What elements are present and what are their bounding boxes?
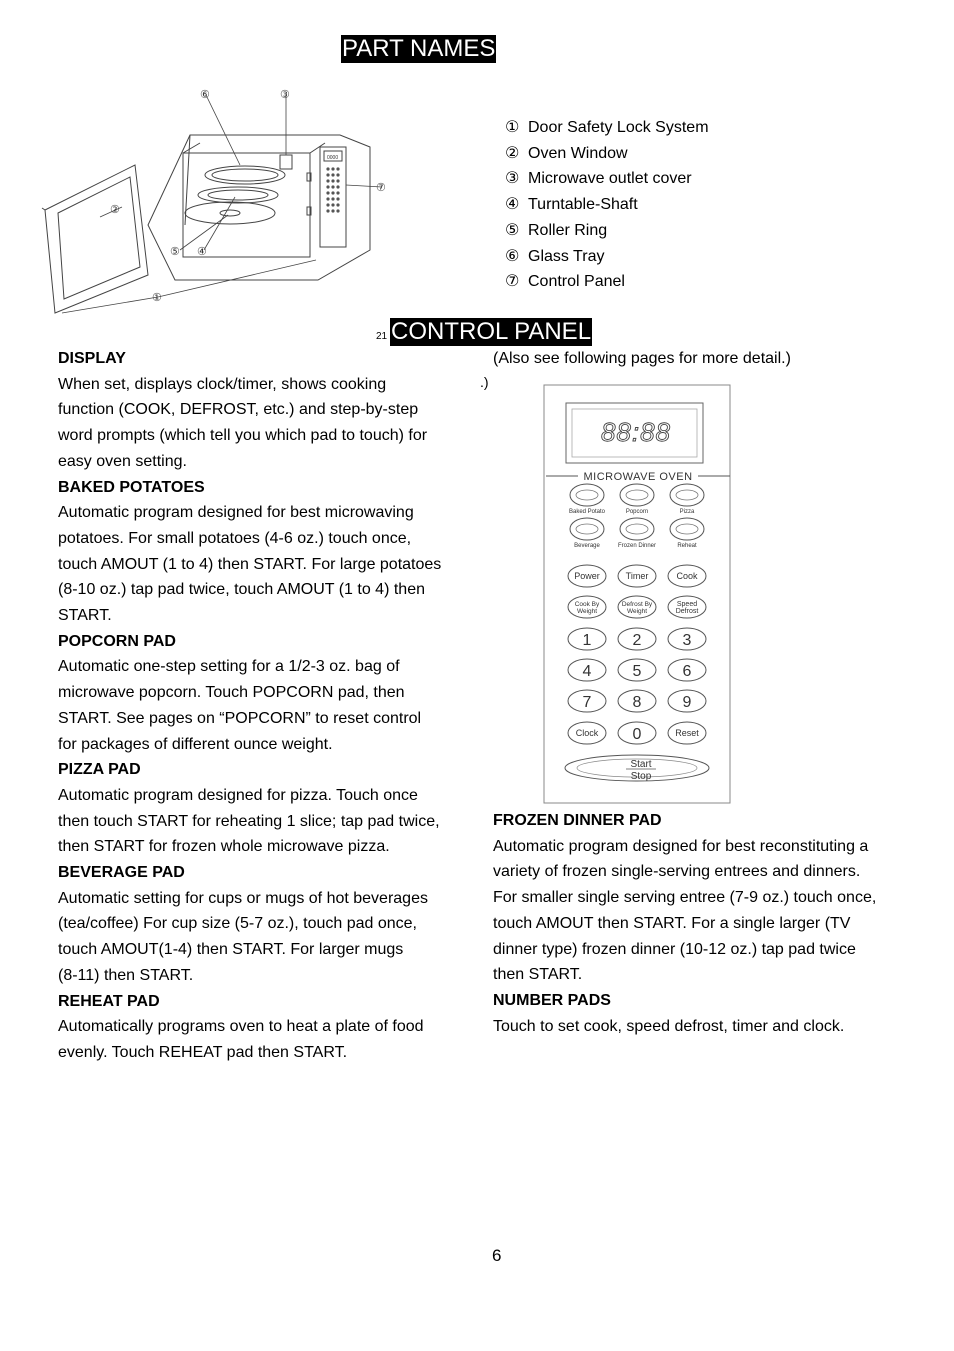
keypad-button — [570, 518, 604, 540]
section-line: (8-11) then START. — [58, 966, 194, 984]
parts-list-item: ② Oven Window — [505, 144, 628, 162]
keypad-button-label: Speed Defrost — [675, 601, 699, 615]
control-panel-title: CONTROL PANEL — [391, 318, 592, 345]
keypad-button-icon — [676, 524, 698, 534]
callout-7: ⑦ — [376, 182, 386, 194]
section-line: for packages of different ounce weight. — [58, 735, 333, 753]
section-line: microwave popcorn. Touch POPCORN pad, then — [58, 684, 405, 702]
keypad-button-label: Popcorn — [625, 509, 649, 515]
section-line: dinner type) frozen dinner (10-12 oz.) tap pad twice — [493, 940, 856, 958]
keypad-button-label: Frozen Dinner — [617, 543, 657, 549]
page-number: 6 — [492, 1246, 502, 1265]
keypad-button-icon — [576, 524, 598, 534]
keypad-button-label: Power — [574, 571, 600, 581]
keypad-button-label: Reset — [675, 728, 699, 738]
control-panel-note: (Also see following pages for more detail.) — [493, 350, 791, 367]
parts-list-item: ③ Microwave outlet cover — [505, 170, 692, 188]
keypad-button-label: Cook By Weight — [574, 601, 600, 615]
section-heading: FROZEN DINNER PAD — [493, 812, 662, 829]
keypad-button-label: Cook — [676, 571, 698, 581]
section-line: then START for frozen whole microwave pizza. — [58, 838, 390, 856]
door-outline — [45, 165, 148, 313]
pad-grid — [568, 484, 706, 744]
keypad-button-label: Reheat — [677, 543, 697, 549]
section-heading: REHEAT PAD — [58, 992, 160, 1010]
roller-ring-shape — [198, 187, 278, 203]
section-line: Automatic program designed for pizza. Touch once — [58, 786, 418, 804]
keypad-button-label: 8 — [632, 694, 642, 711]
right-column — [493, 808, 913, 1039]
keypad-button-label: Pizza — [679, 509, 695, 515]
callout-3: ③ — [280, 89, 290, 101]
section-line: For smaller single serving entree (7-9 oz.) touch once, — [493, 889, 877, 907]
section-heading: DISPLAY — [58, 350, 126, 367]
microwave-parts-diagram — [40, 85, 400, 330]
left-column — [58, 346, 478, 1066]
section-line: easy oven setting. — [58, 452, 187, 470]
keypad-button-icon — [576, 490, 598, 500]
panel-display-digits: 88:88 — [600, 417, 672, 447]
parts-list-item: ① Door Safety Lock System — [505, 119, 709, 136]
section-heading: POPCORN PAD — [58, 632, 176, 650]
section-line: When set, displays clock/timer, shows cooking — [58, 375, 387, 393]
callout-1: ① — [152, 292, 162, 304]
parts-list-item: ④ Turntable-Shaft — [505, 196, 638, 214]
section-line: Touch to set cook, speed defrost, timer and clock. — [493, 1017, 845, 1035]
keypad-button-label: 7 — [582, 694, 592, 711]
section-line: Automatic program designed for best microwaving — [58, 504, 414, 522]
section-line: touch AMOUT (1 to 4) then START. For large potatoes — [58, 555, 442, 573]
keypad-button-label: 0 — [632, 726, 642, 743]
section-heading: BAKED POTATOES — [58, 478, 205, 496]
section-line: function (COOK, DEFROST, etc.) and step-by-step — [58, 401, 419, 419]
section-line: START. — [58, 607, 112, 625]
section-line: evenly. Touch REHEAT pad then START. — [58, 1043, 348, 1061]
section-heading: PIZZA PAD — [58, 761, 141, 779]
section-heading: NUMBER PADS — [493, 991, 611, 1009]
section-line: variety of frozen single-serving entrees and dinners. — [493, 863, 861, 881]
section-line: Automatically programs oven to heat a plate of food — [58, 1018, 424, 1036]
section-line: then START. — [493, 966, 583, 984]
keypad-button-label: 3 — [682, 632, 692, 649]
page-marker: 21 — [376, 331, 388, 342]
keypad-button-label: 9 — [682, 694, 692, 711]
section-line: potatoes. For small potatoes (4-6 oz.) touch once, — [58, 529, 412, 547]
section-line: Automatic one-step setting for a 1/2-3 oz. bag of — [58, 658, 400, 676]
keypad-button-label: 2 — [632, 632, 642, 649]
section-line: Automatic setting for cups or mugs of hot beverages — [58, 889, 428, 907]
panel-brand-label: MICROWAVE OVEN — [583, 471, 693, 483]
outlet-cover-shape — [280, 155, 292, 169]
section-line: Automatic program designed for best reconstituting a — [493, 837, 869, 855]
callout-6: ⑥ — [200, 89, 210, 101]
keypad-button-label: Beverage — [574, 543, 600, 549]
keypad-button — [620, 484, 654, 506]
parts-list-item: ⑤ Roller Ring — [505, 221, 608, 239]
keypad-button-label: Clock — [575, 728, 599, 738]
parts-list-item: ⑥ Glass Tray — [505, 247, 605, 265]
section-line: (8-10 oz.) tap pad twice, touch AMOUT (1 to 4) then — [58, 581, 425, 599]
parts-list — [505, 115, 709, 295]
section-line: (tea/coffee) For cup size (5-7 oz.), touch pad once, — [58, 915, 417, 933]
keypad-button-label: Timer — [625, 571, 649, 581]
keypad-button-icon — [626, 524, 648, 534]
keypad-button-label: 6 — [682, 663, 692, 680]
keypad-button-icon — [676, 490, 698, 500]
stop-label: Stop — [630, 771, 652, 782]
part-names-title: PART NAMES — [342, 35, 496, 62]
callout-5: ⑤ — [170, 246, 180, 258]
stray-mark: .) — [480, 374, 489, 390]
keypad-button-label: Defrost By Weight — [621, 601, 653, 615]
keypad-button-label: 4 — [582, 663, 592, 680]
callout-2: ② — [110, 204, 120, 216]
section-heading: BEVERAGE PAD — [58, 864, 185, 882]
keypad-button — [620, 518, 654, 540]
keypad-button-label: 5 — [632, 663, 642, 680]
section-line: START. See pages on “POPCORN” to reset control — [58, 709, 422, 727]
keypad-button-label: Baked Potato — [568, 509, 606, 515]
keypad-button — [670, 484, 704, 506]
keypad-button-label: 1 — [582, 632, 592, 649]
section-line: touch AMOUT then START. For a single larger (TV — [493, 914, 851, 932]
start-label: Start — [630, 759, 652, 770]
callout-4: ④ — [197, 246, 207, 258]
control-panel-illustration — [540, 383, 740, 807]
keypad-button-icon — [626, 490, 648, 500]
keypad-button — [570, 484, 604, 506]
diagram-control-panel — [320, 147, 346, 247]
keypad-button — [670, 518, 704, 540]
section-line: then touch START for reheating 1 slice; tap pad twice, — [58, 812, 440, 830]
parts-list-item: ⑦ Control Panel — [505, 273, 625, 291]
section-line: touch AMOUT(1-4) then START. For larger mugs — [58, 941, 404, 959]
diagram-panel-display: 0000 — [327, 155, 339, 161]
section-line: word prompts (which tell you which pad to touch) for — [58, 427, 428, 445]
